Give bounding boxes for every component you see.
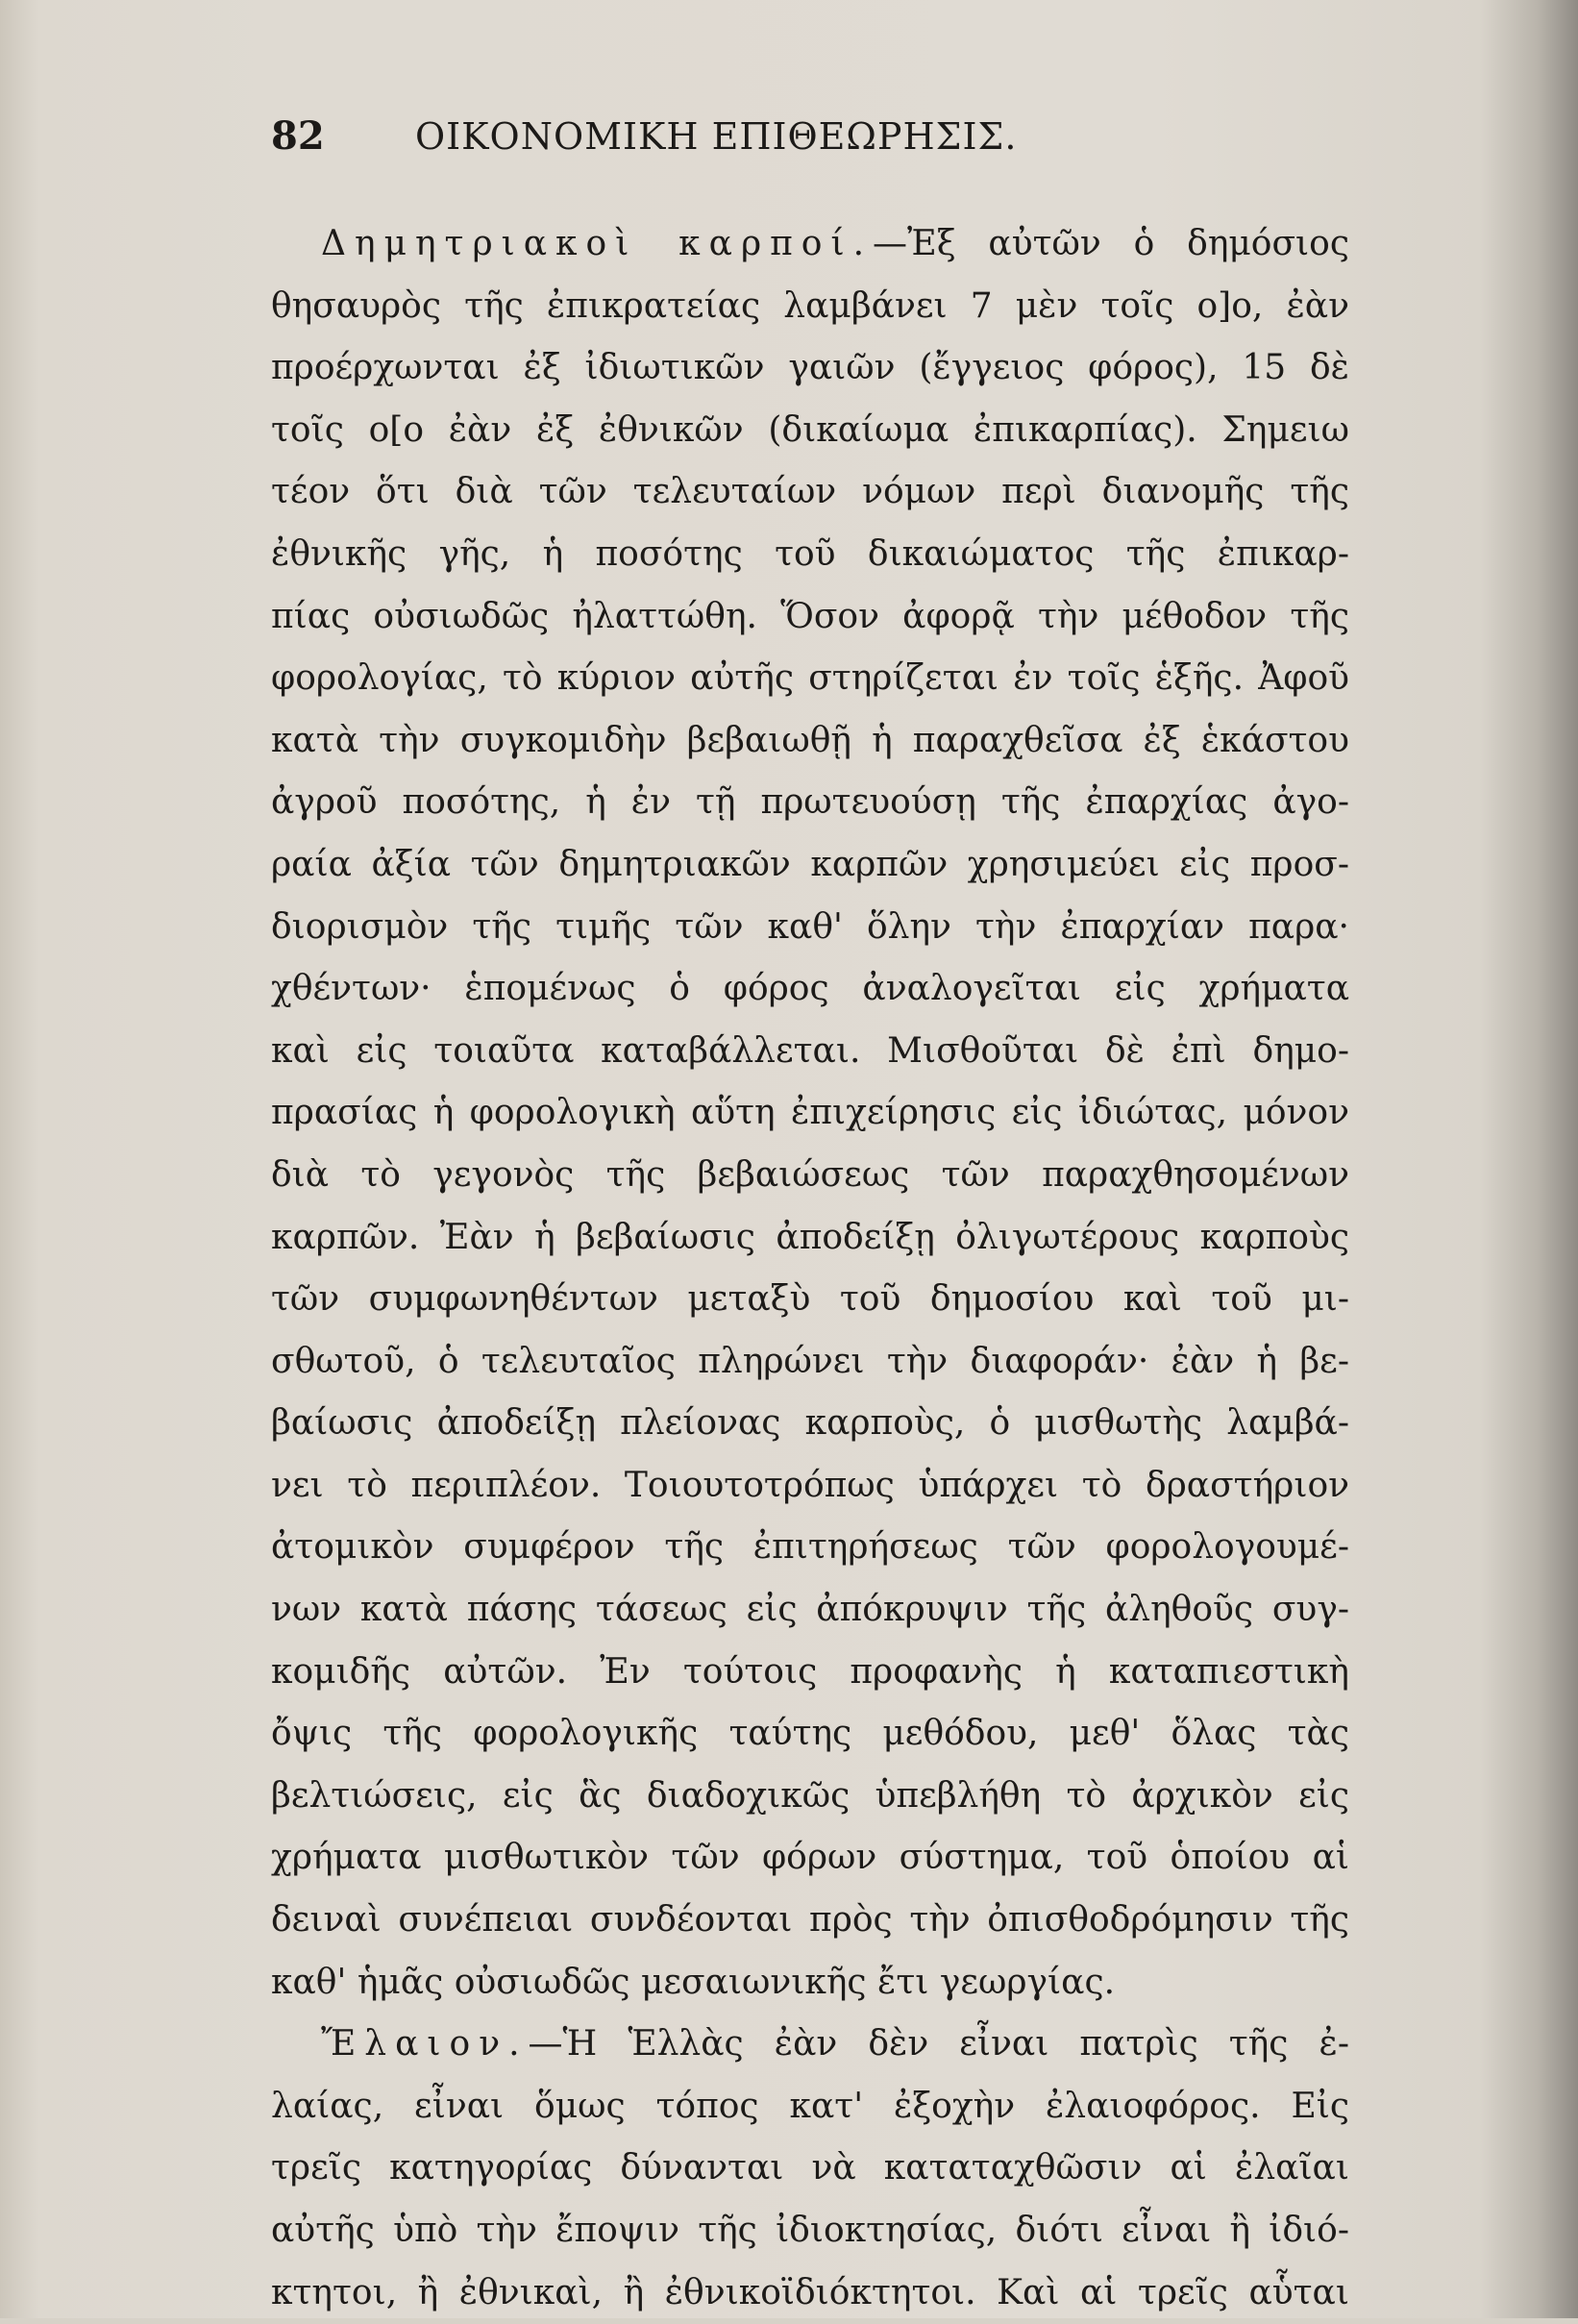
section-heading-cereals: Δημητριακοὶ καρποί.: [321, 224, 874, 263]
text-line: διὰ τὸ γεγονὸς τῆς βεβαιώσεως τῶν παραχθησομένων: [271, 1154, 1349, 1195]
text-line: ἐθνικῆς γῆς, ἡ ποσότης τοῦ δικαιώματος τῆς ἐπικαρ-: [271, 533, 1349, 574]
text-line: βελτιώσεις, εἰς ἃς διαδοχικῶς ὑπεβλήθη τὸ ἀρχικὸν εἰς: [271, 1775, 1349, 1816]
text-line: τέον ὅτι διὰ τῶν τελευταίων νόμων περὶ διανομῆς τῆς: [271, 472, 1349, 512]
section-heading-olive-oil: Ἔλαιον.: [321, 2024, 529, 2064]
text-line: αὐτῆς ὑπὸ τὴν ἔποψιν τῆς ἰδιοκτησίας, διότι εἶναι ἢ ἰδιό-: [271, 2211, 1349, 2250]
page-number: 82: [271, 113, 325, 159]
text-line: σθωτοῦ, ὁ τελευταῖος πληρώνει τὴν διαφοράν· ἐὰν ἡ βε-: [271, 1341, 1349, 1381]
text-line: φορολογίας, τὸ κύριον αὐτῆς στηρίζεται ἐν τοῖς ἑξῆς. Ἀφοῦ: [271, 658, 1349, 699]
text-line: πρασίας ἡ φορολογικὴ αὕτη ἐπιχείρησις εἰς ἰδιώτας, μόνον: [271, 1093, 1349, 1133]
text-line: χθέντων· ἑπομένως ὁ φόρος ἀναλογεῖται εἰς χρήματα: [271, 969, 1349, 1009]
text-line: καθ' ἡμᾶς οὐσιωδῶς μεσαιωνικῆς ἔτι γεωργίας.: [271, 1962, 1116, 2002]
body-text: [271, 213, 1349, 2324]
text-line-fragment: —Ἐξ αὐτῶν ὁ δημόσιος: [873, 224, 1349, 263]
text-line: διορισμὸν τῆς τιμῆς τῶν καθ' ὅλην τὴν ἐπαρχίαν παρα·: [271, 906, 1349, 947]
text-line: θησαυρὸς τῆς ἐπικρατείας λαμβάνει 7 μὲν τοῖς ο]ο, ἐὰν: [271, 285, 1349, 326]
text-line: νει τὸ περιπλέον. Τοιουτοτρόπως ὑπάρχει τὸ δραστήριον: [271, 1465, 1349, 1505]
text-line: λαίας, εἶναι ὅμως τόπος κατ' ἐξοχὴν ἐλαιοφόρος. Εἰς: [271, 2086, 1349, 2126]
text-line: πίας οὐσιωδῶς ἠλαττώθη. Ὅσον ἀφορᾷ τὴν μέθοδον τῆς: [271, 596, 1349, 636]
text-line: καρπῶν. Ἐὰν ἡ βεβαίωσις ἀποδείξῃ ὀλιγωτέρους καρποὺς: [271, 1217, 1349, 1257]
text-line: ἀγροῦ ποσότης, ἡ ἐν τῇ πρωτευούσῃ τῆς ἐπαρχίας ἀγο-: [271, 782, 1349, 823]
text-line: δειναὶ συνέπειαι συνδέονται πρὸς τὴν ὀπισθοδρόμησιν τῆς: [271, 1900, 1349, 1941]
text-line: κτητοι, ἢ ἐθνικαὶ, ἢ ἐθνικοϊδιόκτητοι. Καὶ αἱ τρεῖς αὗται: [271, 2272, 1349, 2312]
text-line: προέρχωνται ἐξ ἰδιωτικῶν γαιῶν (ἔγγειος φόρος), 15 δὲ: [271, 348, 1349, 388]
text-line: τῶν συμφωνηθέντων μεταξὺ τοῦ δημοσίου καὶ τοῦ μι-: [271, 1279, 1349, 1320]
text-line: ραία ἀξία τῶν δημητριακῶν καρπῶν χρησιμεύει εἰς προσ-: [271, 844, 1349, 884]
text-line: κατὰ τὴν συγκομιδὴν βεβαιωθῇ ἡ παραχθεῖσα ἐξ ἑκάστου: [271, 720, 1349, 760]
page-header: [271, 113, 1376, 171]
text-line: [271, 2014, 1349, 2076]
text-line: τρεῖς κατηγορίας δύνανται νὰ καταταχθῶσιν αἱ ἐλαῖαι: [271, 2148, 1349, 2188]
text-line-fragment: —Ἡ Ἑλλὰς ἐὰν δὲν εἶναι πατρὶς τῆς ἐ-: [528, 2024, 1349, 2064]
text-line: βαίωσις ἀποδείξῃ πλείονας καρποὺς, ὁ μισθωτὴς λαμβά-: [271, 1403, 1349, 1444]
text-line: ὄψις τῆς φορολογικῆς ταύτης μεθόδου, μεθ' ὅλας τὰς: [271, 1714, 1349, 1754]
text-line: [271, 213, 1349, 276]
text-line: καὶ εἰς τοιαῦτα καταβάλλεται. Μισθοῦται δὲ ἐπὶ δημο-: [271, 1030, 1349, 1071]
text-line: χρήματα μισθωτικὸν τῶν φόρων σύστημα, τοῦ ὁποίου αἱ: [271, 1838, 1349, 1878]
text-line: τοῖς ο[ο ἐὰν ἐξ ἐθνικῶν (δικαίωμα ἐπικαρπίας). Σημειω: [271, 409, 1349, 450]
text-line: κομιδῆς αὐτῶν. Ἐν τούτοις προφανὴς ἡ καταπιεστικὴ: [271, 1651, 1349, 1692]
text-line: νων κατὰ πάσης τάσεως εἰς ἀπόκρυψιν τῆς ἀληθοῦς συγ-: [271, 1590, 1349, 1630]
text-line: ἀτομικὸν συμφέρον τῆς ἐπιτηρήσεως τῶν φορολογουμέ-: [271, 1527, 1349, 1568]
running-head: ΟΙΚΟΝΟΜΙΚΗ ΕΠΙΘΕΩΡΗΣΙΣ.: [415, 115, 1018, 158]
